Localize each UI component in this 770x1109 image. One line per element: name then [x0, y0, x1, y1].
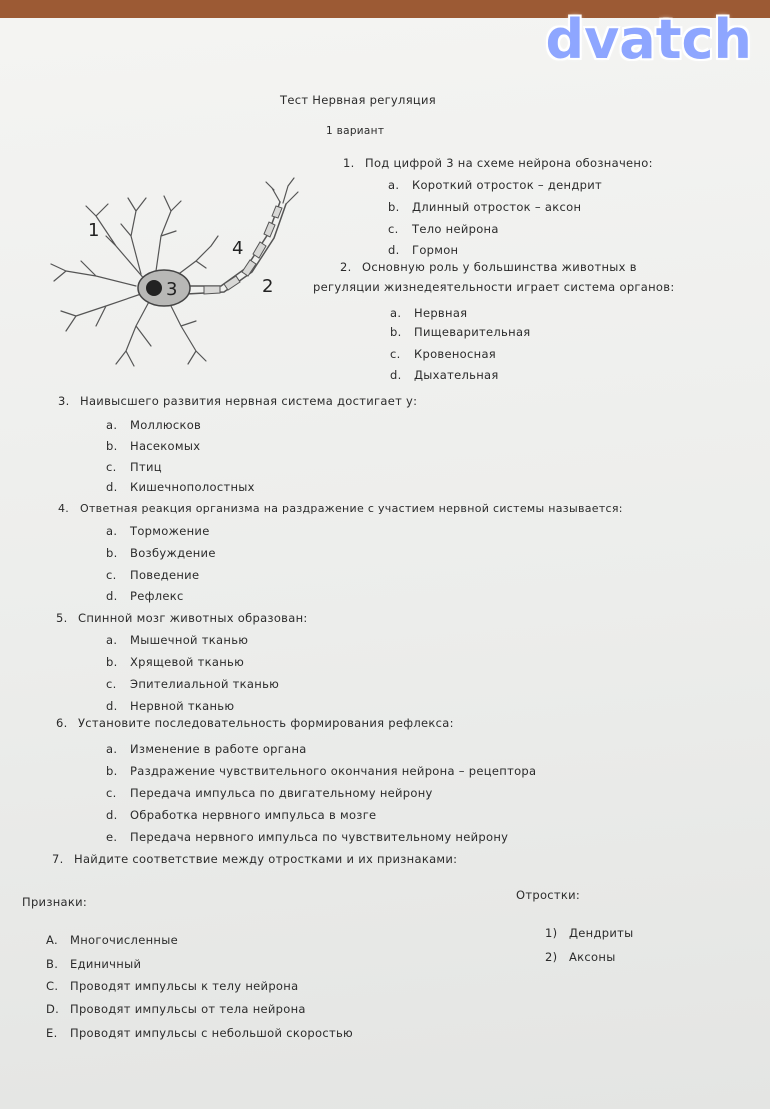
option: e. Передача нервного импульса по чувствительному нейрону	[106, 830, 509, 844]
option: d. Обработка нервного импульса в мозге	[106, 808, 377, 822]
process-item: 2) Аксоны	[545, 950, 616, 964]
watermark: dvatch	[545, 8, 752, 71]
label-1: 1	[88, 220, 100, 241]
test-title: Тест Нервная регуляция	[280, 93, 437, 107]
sign-item: D. Проводят импульсы от тела нейрона	[46, 1002, 306, 1016]
question-5: 5. Спинной мозг животных образован:	[56, 611, 308, 625]
option: d. Нервной тканью	[106, 699, 235, 713]
label-4: 4	[232, 238, 244, 259]
option: b. Возбуждение	[106, 546, 216, 560]
option: d. Кишечнополостных	[106, 480, 255, 494]
variant-label: 1 вариант	[326, 125, 385, 137]
option: c. Птиц	[106, 460, 162, 474]
label-2: 2	[262, 276, 274, 297]
question-1: 1. Под цифрой 3 на схеме нейрона обозначено:	[343, 156, 653, 170]
question-2-cont: регуляции жизнедеятельности играет система органов:	[313, 280, 675, 294]
option: b. Хрящевой тканью	[106, 655, 245, 669]
sign-item: B. Единичный	[46, 957, 142, 971]
option: b. Раздражение чувствительного окончания нейрона – рецептора	[106, 764, 537, 778]
option: d. Гормон	[388, 243, 459, 257]
option: c. Передача импульса по двигательному нейрону	[106, 786, 433, 800]
option: a. Нервная	[390, 306, 468, 320]
question-2: 2. Основную роль у большинства животных в	[340, 260, 637, 274]
option: b. Пищеварительная	[390, 325, 531, 339]
question-3: 3. Наивысшего развития нервная система достигает у:	[58, 394, 418, 408]
option: a. Торможение	[106, 524, 210, 538]
option: a. Моллюсков	[106, 418, 202, 432]
option: b. Длинный отросток – аксон	[388, 200, 582, 214]
question-4: 4. Ответная реакция организма на раздражение с участием нервной системы называется:	[58, 502, 623, 515]
neuron-diagram	[36, 176, 306, 376]
processes-header: Отростки:	[516, 888, 581, 902]
option: c. Тело нейрона	[388, 222, 499, 236]
process-item: 1) Дендриты	[545, 926, 634, 940]
sign-item: E. Проводят импульсы с небольшой скоростью	[46, 1026, 354, 1040]
sign-item: A. Многочисленные	[46, 933, 178, 947]
option: d. Дыхательная	[390, 368, 499, 382]
sign-item: C. Проводят импульсы к телу нейрона	[46, 979, 299, 993]
question-6: 6. Установите последовательность формирования рефлекса:	[56, 716, 454, 730]
question-7: 7. Найдите соответствие между отростками и их признаками:	[52, 852, 458, 866]
option: b. Насекомых	[106, 439, 201, 453]
signs-header: Признаки:	[22, 895, 88, 909]
option: d. Рефлекс	[106, 589, 184, 603]
option: a. Короткий отросток – дендрит	[388, 178, 602, 192]
option: c. Кровеносная	[390, 347, 497, 361]
label-3: 3	[166, 279, 178, 300]
option: c. Эпителиальной тканью	[106, 677, 280, 691]
option: a. Изменение в работе органа	[106, 742, 307, 756]
option: a. Мышечной тканью	[106, 633, 249, 647]
option: c. Поведение	[106, 568, 200, 582]
